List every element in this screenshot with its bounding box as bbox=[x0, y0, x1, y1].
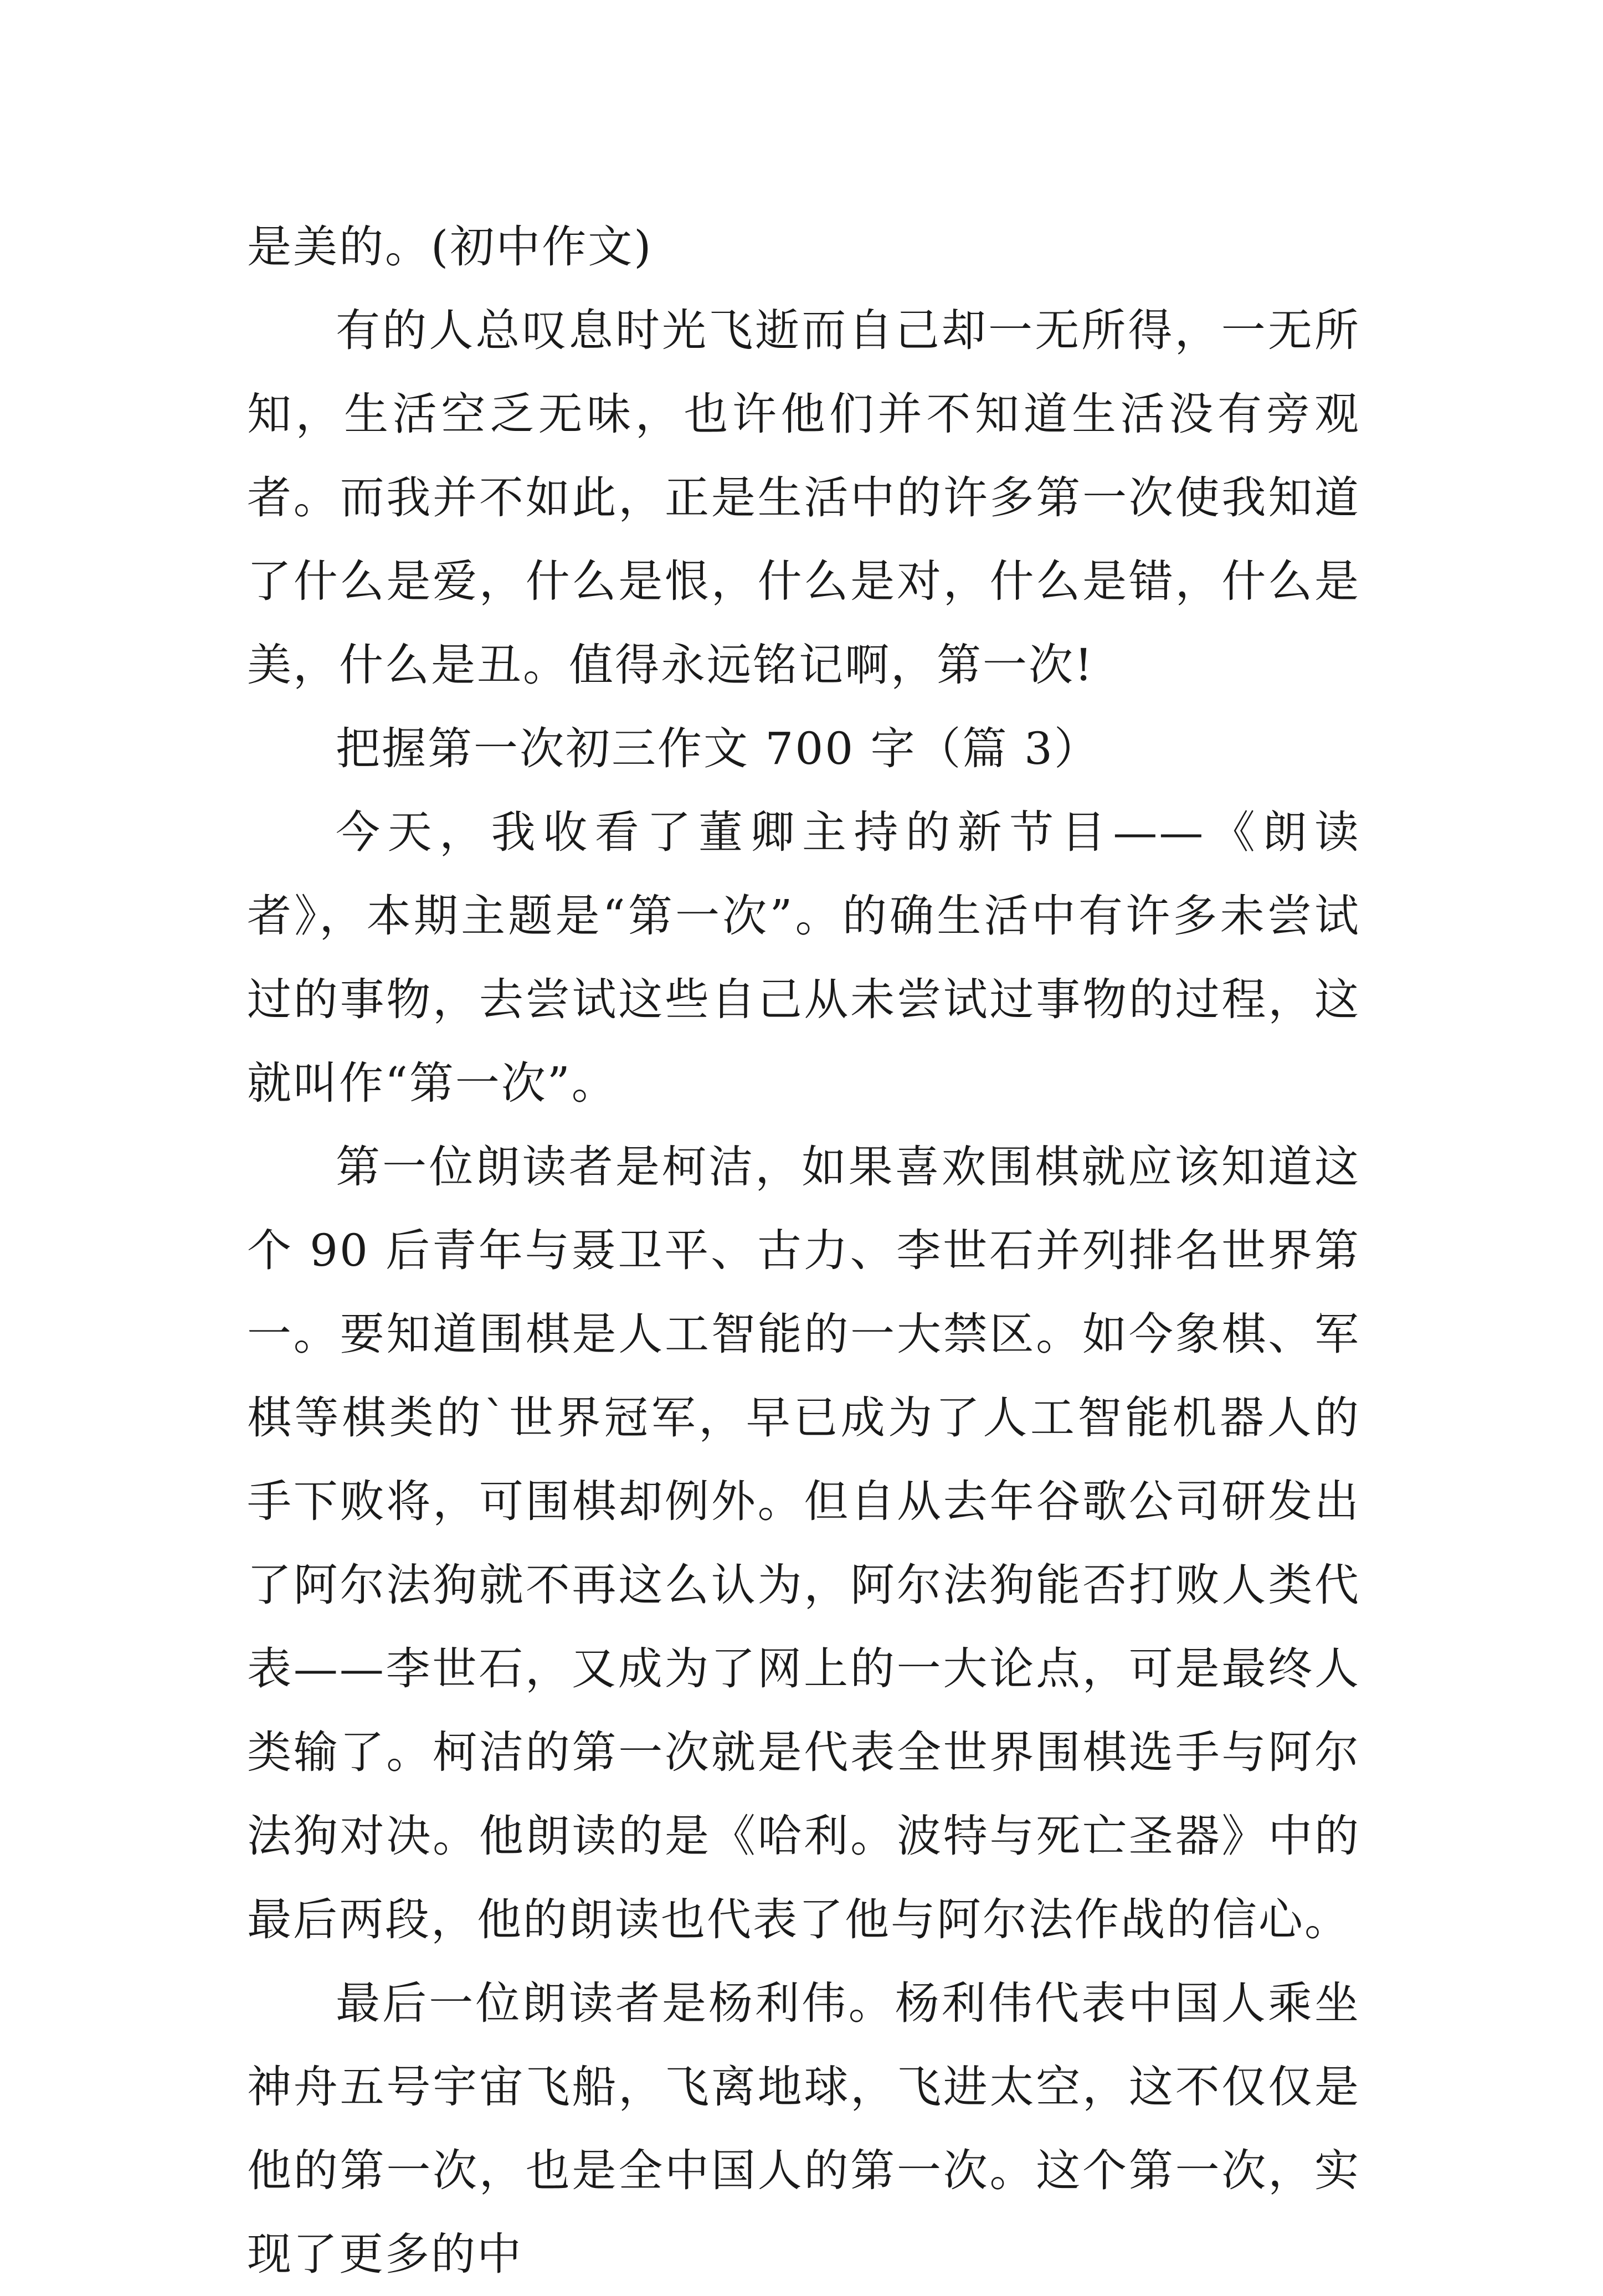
document-body bbox=[247, 205, 1360, 2296]
paragraph-yang-liwei: 最后一位朗读者是杨利伟。杨利伟代表中国人乘坐神舟五号宇宙飞船，飞离地球，飞进太空，这不仅仅是他的第一次，也是全中国人的第一次。这个第一次，实现了更多的中 bbox=[247, 1977, 1360, 2280]
paragraph-continuation: 是美的。(初中作文) bbox=[247, 221, 653, 273]
paragraph-ke-jie: 第一位朗读者是柯洁，如果喜欢围棋就应该知道这个 90 后青年与聂卫平、古力、李世石并列排名世界第一。要知道围棋是人工智能的一大禁区。如今象棋、军棋等棋类的`世界冠军，早已成为了人工智能机器人的手下败将，可围棋却例外。但自从去年谷歌公司研发出了阿尔法狗就不再这么认为，阿尔法狗能否打败人类代表——李世石，又成为了网上的一大论点，可是最终人类输了。柯洁的第一次就是代表全世界围棋选手与阿尔法狗对决。他朗读的是《哈利。波特与死亡圣器》中的最后两段，他的朗读也代表了他与阿尔法作战的信心。 bbox=[247, 1141, 1360, 1945]
paragraph-reflection: 有的人总叹息时光飞逝而自己却一无所得，一无所知，生活空乏无味，也许他们并不知道生活没有旁观者。而我并不如此，正是生活中的许多第一次使我知道了什么是爱，什么是恨，什么是对，什么是错，什么是美，什么是丑。值得永远铭记啊，第一次! bbox=[247, 305, 1360, 691]
essay-heading: 把握第一次初三作文 700 字（篇 3） bbox=[336, 723, 1100, 774]
paragraph-intro: 今天，我收看了董卿主持的新节目——《朗读者》，本期主题是“第一次”。的确生活中有许多未尝试过的事物，去尝试这些自己从未尝试过事物的过程，这就叫作“第一次”。 bbox=[247, 807, 1360, 1109]
